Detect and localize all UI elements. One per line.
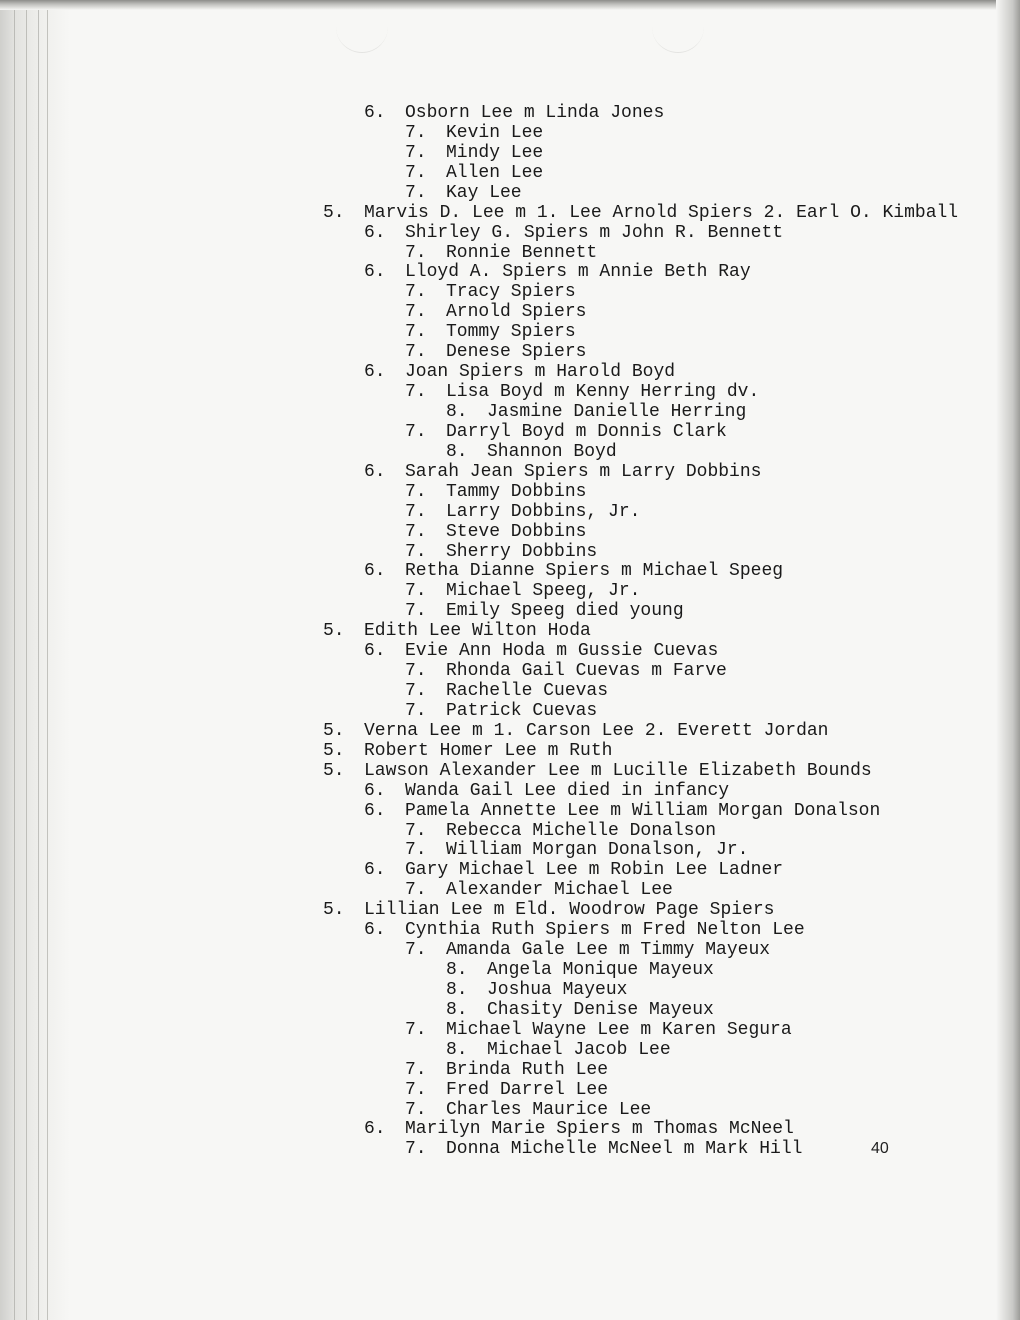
- genealogy-entry: [446, 1000, 714, 1020]
- person-text: Rebecca Michelle Donalson: [446, 820, 717, 841]
- generation-number: 7.: [405, 382, 427, 402]
- genealogy-entry: [323, 203, 958, 223]
- genealogy-entry: [446, 960, 714, 980]
- person-text: Evie Ann Hoda m Gussie Cuevas: [405, 641, 719, 662]
- person-text: Osborn Lee m Linda Jones: [405, 103, 665, 123]
- generation-number: 7.: [405, 322, 427, 343]
- genealogy-entry: [364, 561, 783, 581]
- person-text: Pamela Annette Lee m William Morgan Donalson: [405, 800, 881, 821]
- genealogy-entry: [405, 183, 522, 203]
- genealogy-entry: [323, 741, 612, 761]
- generation-number: 7.: [405, 162, 427, 183]
- genealogy-entry: [405, 322, 576, 342]
- genealogy-entry: [405, 661, 727, 681]
- generation-number: 7.: [405, 820, 427, 841]
- generation-number: 5.: [323, 621, 345, 642]
- person-text: Darryl Boyd m Donnis Clark: [446, 421, 727, 442]
- genealogy-entry: [405, 522, 586, 542]
- genealogy-entry: [364, 462, 761, 482]
- generation-number: 7.: [405, 242, 427, 263]
- person-text: Alexander Michael Lee: [446, 880, 673, 901]
- generation-number: 6.: [364, 920, 386, 941]
- genealogy-entry: [364, 781, 729, 801]
- generation-number: 7.: [405, 1059, 427, 1080]
- person-text: Arnold Spiers: [446, 302, 587, 323]
- generation-number: 6.: [364, 262, 386, 283]
- person-text: Tommy Spiers: [446, 322, 576, 343]
- person-text: Michael Jacob Lee: [487, 1039, 671, 1060]
- generation-number: 7.: [405, 282, 427, 303]
- genealogy-entry: [364, 920, 805, 940]
- genealogy-entry: [364, 641, 718, 661]
- genealogy-entry: [364, 860, 783, 880]
- person-text: Angela Monique Mayeux: [487, 960, 714, 980]
- person-text: Cynthia Ruth Spiers m Fred Nelton Lee: [405, 920, 805, 941]
- person-text: Denese Spiers: [446, 342, 587, 363]
- genealogy-entry: [364, 223, 783, 243]
- person-text: Emily Speeg died young: [446, 601, 684, 622]
- genealogy-entry: [446, 442, 617, 462]
- generation-number: 7.: [405, 541, 427, 562]
- person-text: Wanda Gail Lee died in infancy: [405, 780, 730, 801]
- generation-number: 7.: [405, 1019, 427, 1040]
- person-text: Donna Michelle McNeel m Mark Hill: [446, 1139, 803, 1160]
- generation-number: 6.: [364, 222, 386, 243]
- generation-number: 8.: [446, 999, 468, 1020]
- generation-number: 5.: [323, 720, 345, 741]
- generation-number: 7.: [405, 581, 427, 602]
- genealogy-entry: [405, 482, 586, 502]
- genealogy-entry: [364, 362, 675, 382]
- generation-number: 7.: [405, 1079, 427, 1100]
- genealogy-entry: [405, 502, 640, 522]
- generation-number: 6.: [364, 461, 386, 482]
- person-text: Sarah Jean Spiers m Larry Dobbins: [405, 461, 762, 482]
- generation-number: 7.: [405, 142, 427, 163]
- generation-number: 7.: [405, 840, 427, 861]
- generation-number: 7.: [405, 481, 427, 502]
- generation-number: 7.: [405, 1099, 427, 1120]
- person-text: Michael Wayne Lee m Karen Segura: [446, 1019, 792, 1040]
- genealogy-entry: [405, 243, 597, 263]
- generation-number: 6.: [364, 641, 386, 662]
- generation-number: 6.: [364, 103, 386, 123]
- person-text: Marilyn Marie Spiers m Thomas McNeel: [405, 1119, 794, 1140]
- genealogy-entry: [364, 103, 664, 123]
- genealogy-entry: [323, 621, 591, 641]
- person-text: Verna Lee m 1. Carson Lee 2. Everett Jordan: [364, 720, 829, 741]
- generation-number: 7.: [405, 501, 427, 522]
- generation-number: 8.: [446, 960, 468, 980]
- generation-number: 7.: [405, 940, 427, 961]
- genealogy-entry: [405, 123, 543, 143]
- person-text: Tammy Dobbins: [446, 481, 587, 502]
- person-text: Tracy Spiers: [446, 282, 576, 303]
- person-text: Kevin Lee: [446, 122, 544, 143]
- generation-number: 7.: [405, 122, 427, 143]
- genealogy-entry: [323, 900, 774, 920]
- person-text: Shirley G. Spiers m John R. Bennett: [405, 222, 784, 243]
- generation-number: 7.: [405, 700, 427, 721]
- generation-number: 7.: [405, 681, 427, 701]
- generation-number: 7.: [405, 342, 427, 363]
- generation-number: 6.: [364, 1119, 386, 1140]
- generation-number: 7.: [405, 1139, 427, 1160]
- genealogy-entry: [405, 821, 716, 841]
- genealogy-entry: [364, 801, 880, 821]
- person-text: Marvis D. Lee m 1. Lee Arnold Spiers 2. Earl O. Kimball: [364, 202, 959, 223]
- genealogy-entry: [405, 880, 673, 900]
- generation-number: 7.: [405, 302, 427, 323]
- genealogy-entry: [405, 601, 684, 621]
- genealogy-entry: [405, 342, 586, 362]
- generation-number: 5.: [323, 760, 345, 781]
- genealogy-entry: [405, 302, 586, 322]
- genealogy-entry: [405, 940, 770, 960]
- genealogy-entry: [405, 1080, 608, 1100]
- generation-number: 7.: [405, 601, 427, 622]
- generation-number: 8.: [446, 441, 468, 462]
- person-text: Jasmine Danielle Herring: [487, 401, 747, 422]
- person-text: Shannon Boyd: [487, 441, 617, 462]
- generation-number: 5.: [323, 740, 345, 761]
- person-text: William Morgan Donalson, Jr.: [446, 840, 749, 861]
- generation-number: 7.: [405, 521, 427, 542]
- generation-number: 7.: [405, 880, 427, 901]
- person-text: Edith Lee Wilton Hoda: [364, 621, 591, 642]
- person-text: Chasity Denise Mayeux: [487, 999, 714, 1020]
- person-text: Lillian Lee m Eld. Woodrow Page Spiers: [364, 900, 775, 921]
- person-text: Sherry Dobbins: [446, 541, 598, 562]
- generation-number: 8.: [446, 401, 468, 422]
- genealogy-entry: [405, 840, 748, 860]
- genealogy-entry: [405, 701, 597, 721]
- person-text: Rhonda Gail Cuevas m Farve: [446, 661, 727, 681]
- genealogy-entry: [364, 262, 751, 282]
- generation-number: 6.: [364, 800, 386, 821]
- person-text: Steve Dobbins: [446, 521, 587, 542]
- person-text: Lloyd A. Spiers m Annie Beth Ray: [405, 262, 751, 283]
- genealogy-entry: [405, 282, 576, 302]
- generation-number: 6.: [364, 860, 386, 881]
- page-number: 40: [871, 1140, 889, 1157]
- person-text: Patrick Cuevas: [446, 700, 598, 721]
- person-text: Allen Lee: [446, 162, 544, 183]
- genealogy-entry: [405, 681, 608, 701]
- genealogy-entry: [405, 1060, 608, 1080]
- person-text: Robert Homer Lee m Ruth: [364, 740, 613, 761]
- genealogy-entry: [405, 422, 727, 442]
- person-text: Brinda Ruth Lee: [446, 1059, 609, 1080]
- generation-number: 7.: [405, 182, 427, 203]
- person-text: Lawson Alexander Lee m Lucille Elizabeth Bounds: [364, 760, 872, 781]
- genealogy-entry: [405, 581, 640, 601]
- genealogy-entry: [323, 761, 872, 781]
- generation-number: 8.: [446, 979, 468, 1000]
- generation-number: 6.: [364, 780, 386, 801]
- generation-number: 7.: [405, 661, 427, 681]
- genealogy-entry: [405, 382, 759, 402]
- genealogy-entry: [446, 980, 627, 1000]
- generation-number: 5.: [323, 900, 345, 921]
- person-text: Joan Spiers m Harold Boyd: [405, 362, 676, 383]
- genealogy-entry: [405, 1020, 792, 1040]
- person-text: Mindy Lee: [446, 142, 544, 163]
- person-text: Gary Michael Lee m Robin Lee Ladner: [405, 860, 784, 881]
- genealogy-entry: [405, 542, 597, 562]
- person-text: Amanda Gale Lee m Timmy Mayeux: [446, 940, 771, 961]
- genealogy-entry: [405, 163, 543, 183]
- genealogy-entry: [446, 402, 746, 422]
- genealogy-entry: [405, 1100, 651, 1120]
- generation-number: 7.: [405, 421, 427, 442]
- generation-number: 5.: [323, 202, 345, 223]
- person-text: Michael Speeg, Jr.: [446, 581, 641, 602]
- generation-number: 8.: [446, 1039, 468, 1060]
- genealogy-entry: [446, 1040, 671, 1060]
- person-text: Rachelle Cuevas: [446, 681, 609, 701]
- person-text: Ronnie Bennett: [446, 242, 598, 263]
- person-text: Retha Dianne Spiers m Michael Speeg: [405, 561, 784, 582]
- genealogy-entry: [323, 721, 828, 741]
- genealogy-entry: [364, 1119, 794, 1139]
- genealogy-entry: [405, 1139, 802, 1159]
- person-text: Kay Lee: [446, 182, 522, 203]
- person-text: Fred Darrel Lee: [446, 1079, 609, 1100]
- person-text: Joshua Mayeux: [487, 979, 628, 1000]
- generation-number: 6.: [364, 561, 386, 582]
- person-text: Lisa Boyd m Kenny Herring dv.: [446, 382, 760, 402]
- generation-number: 6.: [364, 362, 386, 383]
- person-text: Larry Dobbins, Jr.: [446, 501, 641, 522]
- person-text: Charles Maurice Lee: [446, 1099, 652, 1120]
- genealogy-entry: [405, 143, 543, 163]
